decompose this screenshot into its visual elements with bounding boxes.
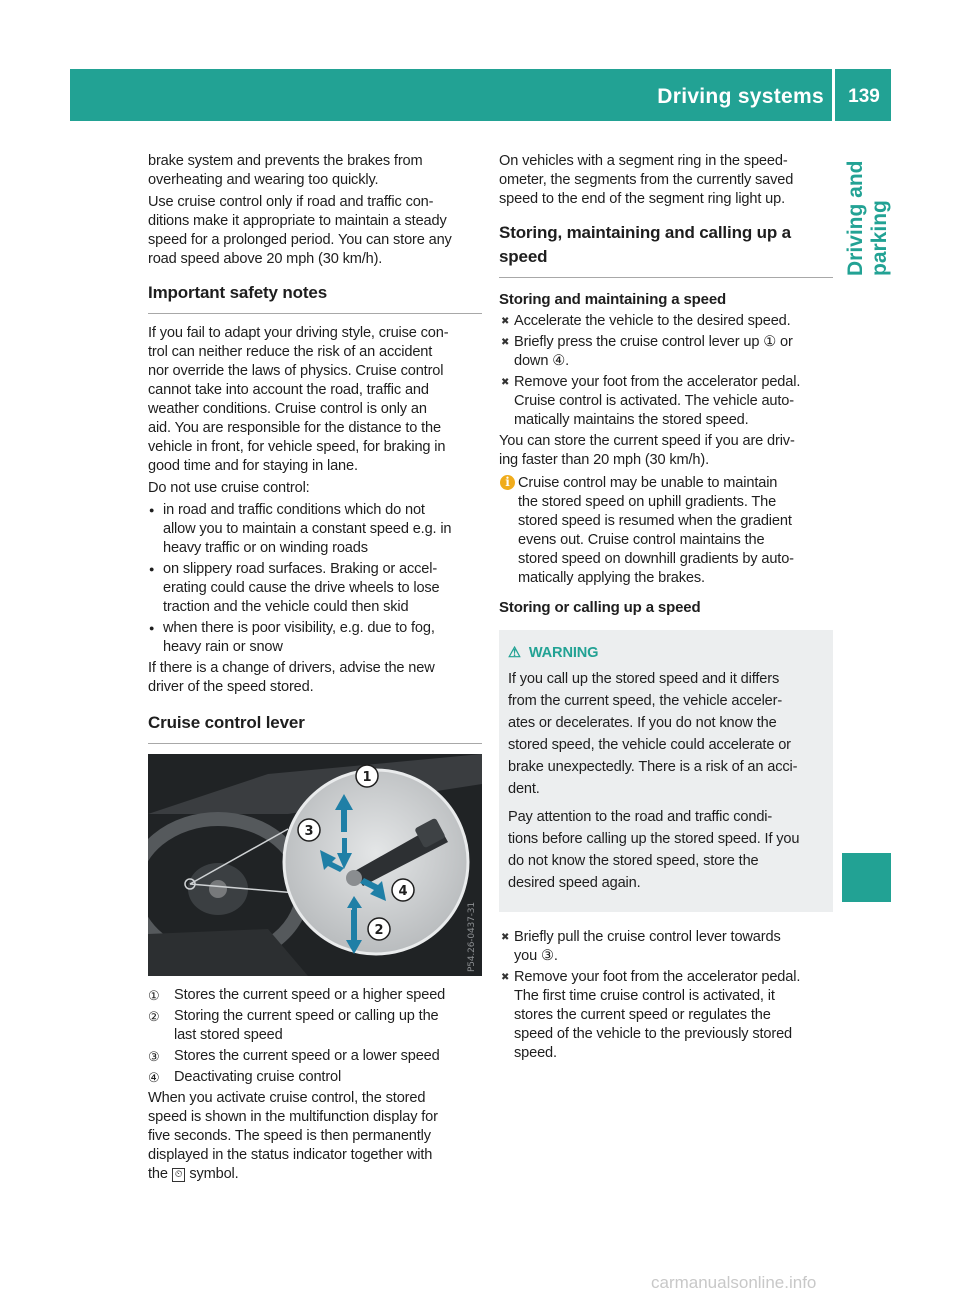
legend-text xyxy=(174,1047,482,1066)
text-line: stored speed, the vehicle could accelerate or xyxy=(508,737,791,753)
text-line: speed xyxy=(499,247,548,266)
text-line: If there is a change of drivers, advise the new xyxy=(148,660,435,676)
text-line: desired speed again. xyxy=(508,875,641,891)
warning-icon: ⚠ xyxy=(508,645,521,661)
text-line: ● on slippery road surfaces. Braking or accel- xyxy=(163,561,438,577)
text-line: ● in road and traffic conditions which do not xyxy=(163,502,425,518)
callout-3: 3 xyxy=(304,824,314,839)
text-line: traction and the vehicle could then skid xyxy=(163,599,409,615)
text-line: Cruise control may be unable to maintain xyxy=(518,475,778,491)
driver-change-paragraph xyxy=(148,659,482,697)
storing-maintaining-heading: Storing and maintaining a speed xyxy=(499,291,727,308)
text-line: You can store the current speed if you are driv- xyxy=(499,433,795,449)
header-divider xyxy=(832,69,835,121)
text-line: If you fail to adapt your driving style, cruise con- xyxy=(148,325,449,341)
text-line: ● when there is poor visibility, e.g. due to fog, xyxy=(163,620,435,636)
text-line: good time and for staying in lane. xyxy=(148,458,358,474)
text-line: Deactivating cruise control xyxy=(174,1069,342,1085)
text-line: stored speed on downhill gradients by auto- xyxy=(518,551,794,567)
left-column xyxy=(148,152,482,1187)
store-paragraph xyxy=(499,432,833,470)
text-line: On vehicles with a segment ring in the speed- xyxy=(499,153,788,169)
storing-main-heading xyxy=(499,221,833,278)
text-line: down ④. xyxy=(514,353,570,369)
step-item xyxy=(499,333,833,371)
callout-1: 1 xyxy=(362,770,372,785)
text-line: Storing the current speed or calling up the xyxy=(174,1008,439,1024)
text-line: overheating and wearing too quickly. xyxy=(148,172,379,188)
donot-list xyxy=(148,501,482,657)
warning-paragraph xyxy=(508,668,825,800)
step-item xyxy=(499,968,833,1063)
legend-number: ② xyxy=(148,1009,160,1024)
text-line: road speed above 20 mph (30 km/h). xyxy=(148,251,383,267)
lever-illustration xyxy=(148,754,482,976)
text-line: Stores the current speed or a lower speed xyxy=(174,1048,440,1064)
figure-code: P54.26-0437-31 xyxy=(467,902,477,972)
text-line: do not know the stored speed, store the xyxy=(508,853,759,869)
text-line: nor override the laws of physics. Cruise control xyxy=(148,363,444,379)
legend-number: ④ xyxy=(148,1070,160,1085)
warning-title: WARNING xyxy=(528,645,599,661)
text-line: you ③. xyxy=(514,948,558,964)
text-line: ometer, the segments from the currently saved xyxy=(499,172,794,188)
text-line: driver of the speed stored. xyxy=(148,679,314,695)
text-line: speed for a prolonged period. You can store any xyxy=(148,232,452,248)
warning-paragraph xyxy=(508,806,825,894)
symbol-pre-text: the xyxy=(148,1166,168,1182)
text-line: heavy rain or snow xyxy=(163,639,283,655)
side-tab-marker xyxy=(842,853,891,902)
text-line: ✖ Remove your foot from the accelerator pedal. xyxy=(514,374,801,390)
legend-item xyxy=(148,1068,482,1087)
symbol-line xyxy=(148,1165,482,1184)
cruise-control-lever-figure xyxy=(148,754,482,976)
cruise-control-icon: ⏲ xyxy=(172,1168,186,1182)
text-line: brake system and prevents the brakes from xyxy=(148,153,423,169)
use-paragraph xyxy=(148,193,482,269)
text-line: evens out. Cruise control maintains the xyxy=(518,532,765,548)
text-line: ing faster than 20 mph (30 km/h). xyxy=(499,452,710,468)
warning-box xyxy=(499,630,833,912)
text-line: matically maintains the stored speed. xyxy=(514,412,749,428)
text-line: When you activate cruise control, the stored xyxy=(148,1090,426,1106)
text-line: last stored speed xyxy=(174,1027,283,1043)
storing-calling-heading: Storing or calling up a speed xyxy=(499,599,701,616)
text-line: stores the current speed or regulates the xyxy=(514,1007,771,1023)
text-line: ✖ Accelerate the vehicle to the desired speed. xyxy=(514,313,791,329)
steps-list-2 xyxy=(499,928,833,1063)
text-line: Stores the current speed or a higher speed xyxy=(174,987,446,1003)
text-line: trol can neither reduce the risk of an accident xyxy=(148,344,433,360)
text-line: vehicle in front, for vehicle speed, for braking in xyxy=(148,439,446,455)
callout-4: 4 xyxy=(398,884,408,899)
step-item xyxy=(499,373,833,430)
lever-heading: Cruise control lever xyxy=(148,711,482,744)
text-line: speed to the end of the segment ring light up. xyxy=(499,191,785,207)
safety-heading: Important safety notes xyxy=(148,281,482,314)
info-note xyxy=(499,474,833,588)
step-item xyxy=(499,928,833,966)
info-text xyxy=(518,474,833,588)
right-column xyxy=(499,152,833,1065)
text-line: weather conditions. Cruise control is only an xyxy=(148,401,427,417)
side-tab-label: Driving and parking xyxy=(844,160,891,276)
watermark: carmanualsonline.info xyxy=(651,1273,817,1292)
legend-item xyxy=(148,1047,482,1066)
legend-item xyxy=(148,1007,482,1045)
text-line: Storing, maintaining and calling up a xyxy=(499,223,791,242)
text-line: cannot take into account the road, traffic and xyxy=(148,382,429,398)
legend-item xyxy=(148,986,482,1005)
text-line: Use cruise control only if road and traffic con- xyxy=(148,194,434,210)
text-line: If you call up the stored speed and it differs xyxy=(508,671,780,687)
figure-legend xyxy=(148,986,482,1087)
text-line: erating could cause the drive wheels to lose xyxy=(163,580,440,596)
text-line: ✖ Briefly pull the cruise control lever towards xyxy=(514,929,781,945)
legend-text xyxy=(174,986,482,1005)
text-line: ditions make it appropriate to maintain a steady xyxy=(148,213,447,229)
list-item xyxy=(148,501,482,558)
safety-paragraph xyxy=(148,324,482,476)
text-line: Cruise control is activated. The vehicle auto- xyxy=(514,393,794,409)
section-title: Driving systems xyxy=(657,85,824,108)
list-item xyxy=(148,619,482,657)
text-line: The first time cruise control is activated, it xyxy=(514,988,775,1004)
intro-paragraph xyxy=(148,152,482,190)
warning-header xyxy=(508,642,825,664)
text-line: tions before calling up the stored speed. If you xyxy=(508,831,800,847)
steps-list-1 xyxy=(499,312,833,430)
text-line: ✖ Briefly press the cruise control lever up ① or xyxy=(514,334,793,350)
text-line: speed of the vehicle to the previously stored xyxy=(514,1026,792,1042)
text-line: ates or decelerates. If you do not know the xyxy=(508,715,777,731)
segment-paragraph xyxy=(499,152,833,209)
text-line: from the current speed, the vehicle acceler- xyxy=(508,693,783,709)
legend-number: ③ xyxy=(148,1049,160,1064)
donot-label: Do not use cruise control: xyxy=(148,480,310,496)
text-line: displayed in the status indicator together with xyxy=(148,1147,433,1163)
text-line: the stored speed on uphill gradients. The xyxy=(518,494,777,510)
activate-paragraph xyxy=(148,1089,482,1165)
legend-text xyxy=(174,1007,482,1045)
callout-2: 2 xyxy=(374,923,384,938)
text-line: speed. xyxy=(514,1045,557,1061)
text-line: stored speed is resumed when the gradient xyxy=(518,513,792,529)
page-number: 139 xyxy=(848,86,880,107)
text-line: heavy traffic or on winding roads xyxy=(163,540,368,556)
step-item xyxy=(499,312,833,331)
legend-number: ① xyxy=(148,988,160,1003)
text-line: ✖ Remove your foot from the accelerator pedal. xyxy=(514,969,801,985)
text-line: dent. xyxy=(508,781,540,797)
text-line: aid. You are responsible for the distance to the xyxy=(148,420,441,436)
legend-text xyxy=(174,1068,482,1087)
text-line: five seconds. The speed is then permanently xyxy=(148,1128,431,1144)
text-line: Pay attention to the road and traffic condi- xyxy=(508,809,773,825)
text-line: allow you to maintain a constant speed e.g. in xyxy=(163,521,452,537)
symbol-post-text: symbol. xyxy=(189,1166,239,1182)
text-line: matically applying the brakes. xyxy=(518,570,705,586)
text-line: brake unexpectedly. There is a risk of an acci- xyxy=(508,759,798,775)
text-line: speed is shown in the multifunction display for xyxy=(148,1109,438,1125)
info-icon: i xyxy=(500,475,515,490)
list-item xyxy=(148,560,482,617)
